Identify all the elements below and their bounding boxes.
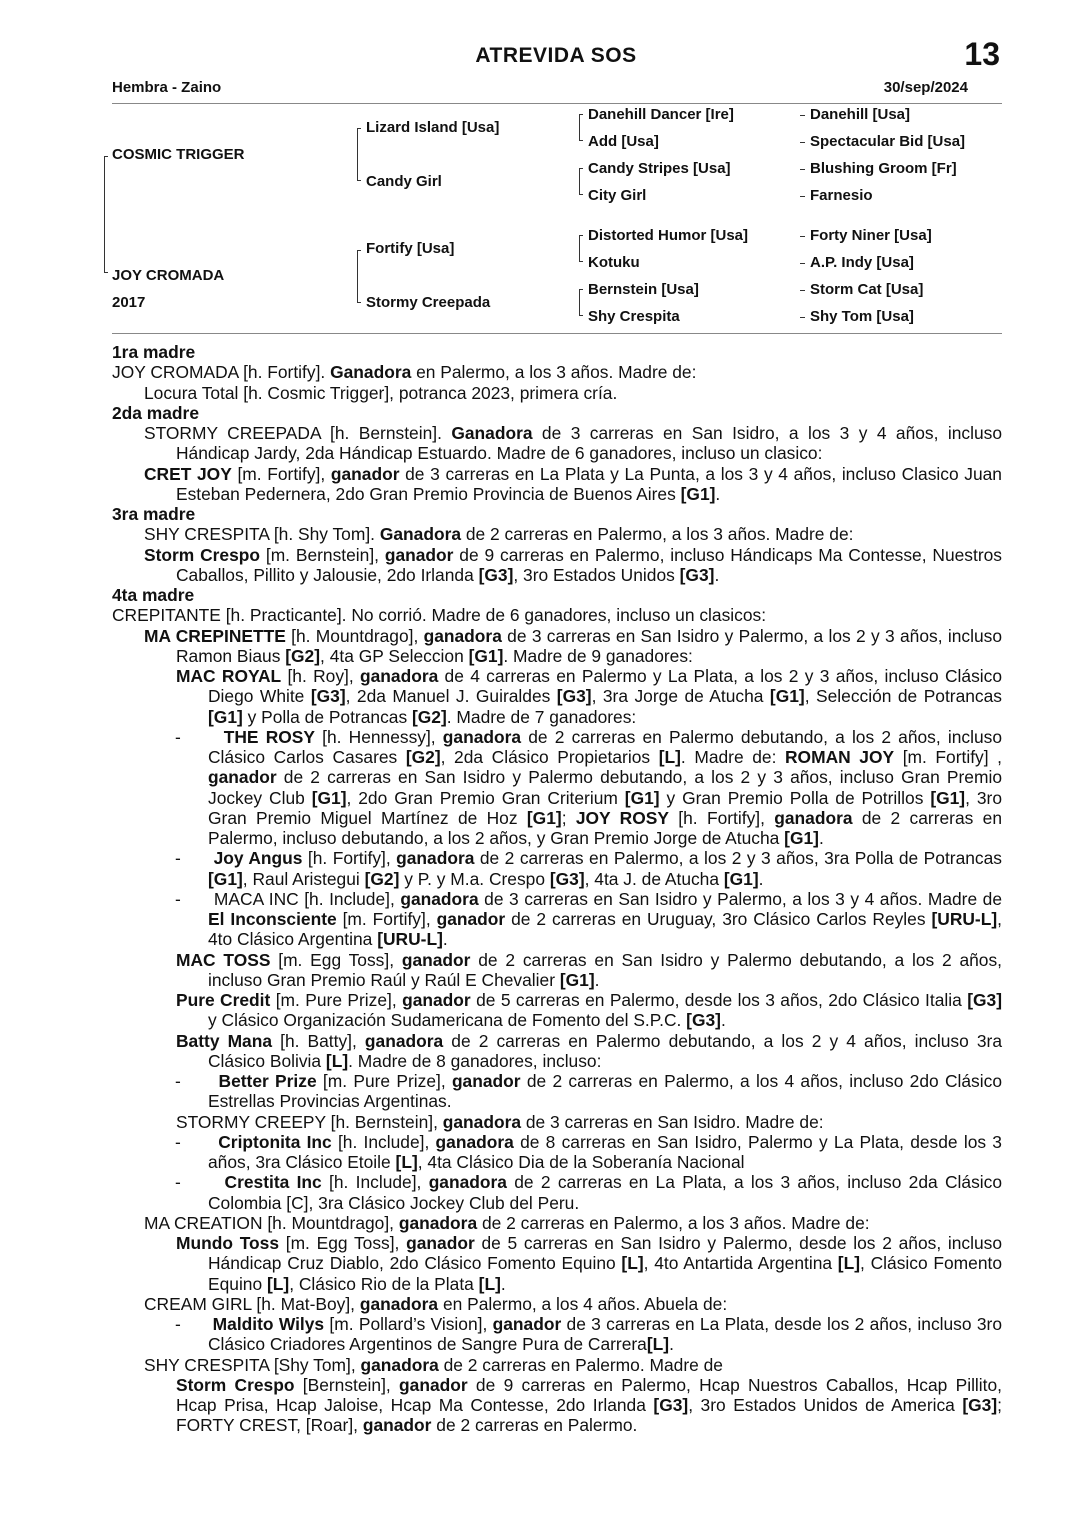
body-text: de 5 carreras en San Isidro y Palermo, desde los 2 años, incluso Hándicap Cruz Diablo, 2do Clásico Fomento Equino <box>208 1233 1003 1274</box>
family-entry <box>112 524 1002 544</box>
family-entry <box>112 1355 1002 1375</box>
family-entry <box>112 889 1002 950</box>
body-text: , 2do Gran Premio Gran Criterium <box>346 787 625 808</box>
body-text: . Madre de 7 ganadores: <box>446 706 637 727</box>
emphasis-text: ganadora <box>442 1111 522 1132</box>
family-entry <box>112 666 1002 727</box>
emphasis-text: [G3] <box>310 686 346 707</box>
body-text: [m. Pure Prize], <box>270 990 403 1010</box>
body-text: , 3ro Estados Unidos de America <box>688 1395 963 1415</box>
body-text: MA CREATION [h. Mountdrago], <box>144 1212 399 1233</box>
pedigree-bracket <box>357 250 361 251</box>
pedigree-bracket <box>579 235 583 236</box>
pedigree-bracket <box>357 180 361 181</box>
emphasis-text: ganador <box>402 990 471 1010</box>
body-text: SHY CRESPITA [Shy Tom], <box>144 1354 361 1375</box>
gen4-ancestor: Shy Tom [Usa] <box>810 308 914 325</box>
emphasis-text: THE ROSY <box>223 726 315 747</box>
emphasis-text: [G1] <box>769 686 805 707</box>
pedigree-bracket <box>104 156 108 157</box>
section-heading: 4ta madre <box>112 585 195 605</box>
body-text: . <box>714 564 720 585</box>
horse-name-title: ATREVIDA SOS <box>475 44 637 67</box>
body-text: - <box>175 1172 225 1193</box>
body-text: . <box>669 1334 674 1355</box>
emphasis-text: ganador <box>436 909 506 929</box>
pedigree-bracket <box>579 114 580 140</box>
emphasis-text: [URU-L] <box>931 909 998 929</box>
emphasis-text: [L] <box>646 1334 670 1355</box>
body-text: , 4to Clásico Argentina <box>208 909 1002 950</box>
emphasis-text: [L] <box>837 1253 861 1274</box>
body-text: ; <box>561 807 576 828</box>
body-text: . <box>818 828 824 848</box>
emphasis-text: Maldito Wilys <box>212 1314 325 1334</box>
body-text: [Bernstein], <box>294 1374 400 1395</box>
emphasis-text: CRET JOY <box>144 463 232 484</box>
sire-sire: Lizard Island [Usa] <box>366 119 500 136</box>
body-text: . <box>500 1273 506 1294</box>
emphasis-text: MA CREPINETTE <box>144 625 286 646</box>
body-text: STORMY CREEPY [h. Bernstein], <box>176 1111 443 1132</box>
emphasis-text: [G1] <box>311 787 347 808</box>
pedigree-bracket <box>357 250 358 302</box>
sire-name: COSMIC TRIGGER <box>112 146 245 163</box>
body-text: , 2da Manuel J. Guiraldes <box>345 686 557 707</box>
emphasis-text: [L] <box>658 747 681 767</box>
pedigree-dash <box>800 169 805 170</box>
emphasis-text: ganador <box>208 767 277 788</box>
pedigree-bracket <box>579 315 583 316</box>
emphasis-text: [G2] <box>405 747 441 767</box>
body-text: y P. y M.a. Crespo <box>399 868 550 889</box>
pedigree-bracket <box>579 194 583 195</box>
pedigree-bracket <box>104 272 108 273</box>
emphasis-text: [L] <box>395 1152 418 1172</box>
family-entry <box>112 1233 1002 1294</box>
body-text: [h. Fortify], <box>668 807 775 828</box>
emphasis-text: [G3] <box>967 990 1002 1010</box>
gen3-ancestor: Add [Usa] <box>588 133 659 150</box>
body-text: [m. Egg Toss], <box>270 949 402 970</box>
emphasis-text: ganadora <box>400 888 479 909</box>
emphasis-text: [G1] <box>680 483 716 504</box>
body-text: de 2 carreras en La Plata, a los 3 años, incluso 2da Clásico Colombia [C], 3ra Clásico Jockey Club del Peru. <box>208 1172 1002 1213</box>
emphasis-text: [G1] <box>468 645 504 666</box>
pedigree-bracket <box>579 261 583 262</box>
body-text: CREPITANTE [h. Practicante]. No corrió. Madre de 6 ganadores, incluso un clasicos: <box>112 605 767 626</box>
emphasis-text: [G1] <box>559 969 595 990</box>
emphasis-text: Ganadora <box>379 524 462 545</box>
gen4-ancestor: Blushing Groom [Fr] <box>810 160 957 177</box>
body-text: JOY CROMADA [h. Fortify]. <box>112 362 331 383</box>
body-text: [h. Fortify], <box>302 848 397 869</box>
emphasis-text: [G3] <box>962 1395 998 1415</box>
body-text: de 2 carreras en San Isidro y Palermo debutando, a los 2 y 3 años, incluso Gran Premio Jockey Club <box>208 767 1002 808</box>
emphasis-text: Pure Credit <box>176 990 271 1010</box>
emphasis-text: [G1] <box>784 828 819 848</box>
body-text: , Raul Aristegui <box>242 868 365 889</box>
family-entry <box>112 605 1002 625</box>
family-entry <box>112 1213 1002 1233</box>
body-text: de 2 carreras en Palermo, a los 4 años, incluso 2do Clásico Estrellas Provincias Argentinas. <box>208 1071 1002 1112</box>
emphasis-text: [G1] <box>930 787 966 808</box>
emphasis-text: Mundo Toss <box>176 1233 280 1253</box>
body-text: STORMY CREEPADA [h. Bernstein]. <box>144 423 452 443</box>
family-entry <box>112 1375 1002 1436</box>
body-text: - <box>175 1314 213 1334</box>
emphasis-text: ROMAN JOY <box>785 747 895 767</box>
body-text: . <box>715 483 721 504</box>
emphasis-text: ganadora <box>398 1212 478 1233</box>
body-text: , 2da Clásico Propietarios <box>440 747 659 767</box>
pedigree-bracket <box>579 235 580 261</box>
body-text: . <box>720 1010 726 1031</box>
body-text: de 3 carreras en San Isidro, a los 3 y 4 años, incluso Hándicap Jardy, 2da Hándicap Estuardo. Madre de 6 ganadores, incluso un clasico: <box>176 423 1002 464</box>
body-text: , 4to Antartida Argentina <box>643 1253 838 1274</box>
body-text: y Gran Premio Polla de Potrillos <box>659 787 931 808</box>
family-entry <box>112 1132 1002 1173</box>
pedigree-bracket <box>357 128 358 180</box>
emphasis-text: [G1] <box>723 868 759 889</box>
pedigree-bracket <box>357 128 361 129</box>
emphasis-text: [G3] <box>549 868 585 889</box>
body-text: [h. Roy], <box>281 666 360 686</box>
body-text: , Clásico Fomento Equino <box>208 1253 1003 1294</box>
body-text: de 3 carreras en San Isidro y Palermo, a los 2 y 3 años, incluso Ramon Biaus <box>176 625 1002 666</box>
emphasis-text: [L] <box>621 1253 644 1274</box>
emphasis-text: ganadora <box>359 1293 439 1314</box>
family-entry <box>112 848 1002 889</box>
pedigree-bracket <box>579 168 583 169</box>
body-text: [h. Batty], <box>272 1030 365 1051</box>
emphasis-text: [G1] <box>208 868 243 889</box>
gen3-ancestor: Distorted Humor [Usa] <box>588 227 749 244</box>
body-text: de 9 carreras en Palermo, Hcap Nuestros Caballos, Hcap Pillito, Hcap Prisa, Hcap Jaloise, Hcap Ma Contesse, 2do Irlanda <box>176 1374 1002 1415</box>
body-text: , 3ra Jorge de Atucha <box>591 686 770 707</box>
family-section <box>112 342 1002 1436</box>
family-entry <box>112 545 1002 586</box>
pedigree-bracket <box>579 168 580 194</box>
emphasis-text: [G1] <box>526 807 562 828</box>
dam-sire: Fortify [Usa] <box>366 240 455 257</box>
pedigree-bracket <box>579 289 583 290</box>
gen4-ancestor: Farnesio <box>810 187 873 204</box>
pedigree-dash <box>800 263 805 264</box>
body-text: - <box>175 1131 219 1152</box>
body-text: [m. Egg Toss], <box>279 1233 407 1253</box>
emphasis-text: ganador <box>399 1374 468 1395</box>
body-text: CREAM GIRL [h. Mat-Boy], <box>144 1293 360 1314</box>
body-text: . Madre de 9 ganadores: <box>503 645 693 666</box>
body-text: [m. Pollard’s Vision], <box>324 1314 493 1334</box>
body-text: de 3 carreras en San Isidro. Madre de: <box>521 1111 824 1132</box>
body-text: [m. Bernstein], <box>260 544 385 565</box>
emphasis-text: [G2] <box>285 645 321 666</box>
body-text: - <box>175 1071 219 1091</box>
emphasis-text: [G1] <box>208 706 243 727</box>
body-text: de 8 carreras en San Isidro, Palermo y La Plata, desde los 3 años, 3ra Clásico Etoile <box>208 1131 1002 1172</box>
body-text: en Palermo, a los 4 años. Abuela de: <box>438 1293 728 1314</box>
body-text: [h. Include], <box>331 1131 436 1152</box>
emphasis-text: Batty Mana <box>176 1030 273 1051</box>
gen3-ancestor: City Girl <box>588 187 647 204</box>
pedigree-bracket <box>104 156 105 273</box>
emphasis-text: ganadora <box>396 848 475 869</box>
body-text: de 9 carreras en Palermo, incluso Hándicaps Ma Contesse, Nuestros Caballos, Pillito y Jalousie, 2do Irlanda <box>176 544 1002 585</box>
family-entry <box>112 1031 1002 1072</box>
gen3-ancestor: Bernstein [Usa] <box>588 281 699 298</box>
emphasis-text: ganadora <box>364 1030 444 1051</box>
body-text: en Palermo, a los 3 años. Madre de: <box>411 362 697 383</box>
emphasis-text: ganador <box>384 544 454 565</box>
pedigree-divider <box>112 333 1002 334</box>
section-heading: 3ra madre <box>112 504 196 524</box>
body-text: de 2 carreras en Palermo debutando, a los 2 años, incluso Clásico Carlos Casares <box>208 726 1002 767</box>
body-text: de 2 carreras en Palermo, a los 3 años. Madre de: <box>461 524 854 545</box>
body-text: [m. Pure Prize], <box>316 1071 452 1091</box>
gen4-ancestor: Spectacular Bid [Usa] <box>810 133 966 150</box>
emphasis-text: MAC ROYAL <box>176 666 282 686</box>
pedigree-dash <box>800 115 805 116</box>
emphasis-text: Criptonita Inc <box>218 1131 332 1152</box>
emphasis-text: Ganadora <box>330 362 412 383</box>
emphasis-text: [G2] <box>364 868 400 889</box>
family-entry <box>112 423 1002 464</box>
emphasis-text: Joy Angus <box>213 848 303 869</box>
gen3-ancestor: Kotuku <box>588 254 640 271</box>
emphasis-text: [L] <box>478 1273 501 1294</box>
body-text: - MACA INC [h. Include], <box>175 888 401 909</box>
top-divider <box>112 103 1002 104</box>
gen4-ancestor: Forty Niner [Usa] <box>810 227 932 244</box>
gen4-ancestor: A.P. Indy [Usa] <box>810 254 914 271</box>
body-text: . Madre de 8 ganadores, incluso: <box>348 1050 602 1071</box>
family-entry <box>112 727 1002 849</box>
lot-number: 13 <box>964 36 1000 72</box>
emphasis-text: [G1] <box>624 787 660 808</box>
pedigree-bracket <box>579 114 583 115</box>
body-text: de 4 carreras en Palermo y La Plata, a los 2 y 3 años, incluso Clásico Diego White <box>208 666 1002 707</box>
body-text: , Selección de Potrancas <box>804 686 1002 707</box>
body-text: . Madre de: <box>680 747 785 767</box>
body-text: de 2 carreras en San Isidro y Palermo debutando, a los 2 años, incluso Gran Premio Raúl y Raúl E Chevalier <box>208 949 1002 990</box>
gen3-ancestor: Shy Crespita <box>588 308 680 325</box>
emphasis-text: MAC TOSS <box>176 949 271 970</box>
emphasis-text: [G3] <box>556 686 592 707</box>
pedigree-bracket <box>579 140 583 141</box>
body-text: de 5 carreras en Palermo, desde los 3 años, 2do Clásico Italia <box>470 990 968 1010</box>
body-text: y Clásico Organización Sudamericana de Fomento del S.P.C. <box>208 1010 687 1031</box>
emphasis-text: ganadora <box>774 807 853 828</box>
dam-name: JOY CROMADA <box>112 267 225 284</box>
gen4-ancestor: Storm Cat [Usa] <box>810 281 924 298</box>
body-text: , 4ta Clásico Dia de la Soberanía Nacional <box>417 1152 745 1172</box>
catalog-date: 30/sep/2024 <box>883 79 968 96</box>
emphasis-text: [G3] <box>686 1010 721 1031</box>
pedigree-dash <box>800 236 805 237</box>
emphasis-text: ganadora <box>360 1354 439 1375</box>
body-text: , 3ro Estados Unidos <box>513 564 680 585</box>
family-entry <box>112 362 1002 382</box>
emphasis-text: ganadora <box>423 625 502 646</box>
emphasis-text: ganador <box>492 1314 562 1334</box>
pedigree-dash <box>800 317 805 318</box>
body-text: de 2 carreras en Palermo. Madre de <box>438 1354 723 1375</box>
dam-dam: Stormy Creepada <box>366 294 491 311</box>
emphasis-text: ganador <box>406 1233 475 1253</box>
family-entry <box>112 464 1002 505</box>
body-text: . <box>758 868 764 889</box>
section-heading: 2da madre <box>112 402 199 423</box>
family-entry <box>112 990 1002 1031</box>
body-text: de 2 carreras en Palermo, a los 3 años. Madre de: <box>477 1212 870 1233</box>
emphasis-text: ganador <box>401 949 471 970</box>
body-text: [h. Include], <box>321 1172 429 1193</box>
emphasis-text: ganadora <box>359 666 439 686</box>
body-text: ; FORTY CREST, [Roar], <box>176 1395 1002 1436</box>
body-text: de 2 carreras en Palermo, a los 2 y 3 años, 3ra Polla de Potrancas <box>474 848 1002 869</box>
body-text: y Polla de Potrancas <box>242 706 412 727</box>
body-text: de 3 carreras en La Plata, desde los 2 años, incluso 3ro Clásico Criadores Argentinos de Sangre Pura de Carrera <box>208 1314 1002 1355</box>
emphasis-text: ganador <box>451 1071 521 1091</box>
emphasis-text: [L] <box>325 1050 349 1071</box>
family-entry <box>112 1172 1002 1213</box>
family-entry <box>112 1071 1002 1112</box>
section-heading: 1ra madre <box>112 342 196 362</box>
emphasis-text: ganadora <box>435 1131 514 1152</box>
pedigree-dash <box>800 196 805 197</box>
emphasis-text: ganador <box>362 1415 432 1436</box>
body-text: - <box>175 726 224 747</box>
birth-year: 2017 <box>112 294 146 311</box>
emphasis-text: Ganadora <box>451 423 533 443</box>
emphasis-text: Better Prize <box>218 1071 317 1091</box>
emphasis-text: Storm Crespo <box>176 1374 295 1395</box>
pedigree-bracket <box>579 289 580 315</box>
emphasis-text: Crestita Inc <box>224 1172 322 1193</box>
body-text: , 4ta GP Seleccion <box>320 645 469 666</box>
family-entry <box>112 626 1002 667</box>
family-entry <box>112 950 1002 991</box>
gen4-ancestor: Danehill [Usa] <box>810 106 911 123</box>
gen3-ancestor: Candy Stripes [Usa] <box>588 160 731 177</box>
body-text: Locura Total [h. Cosmic Trigger], potranca 2023, primera cría. <box>144 382 618 403</box>
family-entry <box>112 1294 1002 1314</box>
body-text: , 3ro Gran Premio Miguel Martínez de Hoz <box>208 787 1002 828</box>
body-text: , 4ta J. de Atucha <box>584 868 724 889</box>
body-text: - <box>175 848 214 869</box>
body-text: [m. Fortify], <box>231 463 331 484</box>
body-text: SHY CRESPITA [h. Shy Tom]. <box>144 524 380 545</box>
family-entry <box>112 1314 1002 1355</box>
pedigree-dash <box>800 142 805 143</box>
body-text: [m. Fortify] , <box>894 747 1003 767</box>
emphasis-text: Storm Crespo <box>144 544 261 565</box>
body-text: , Clásico Rio de la Plata <box>289 1273 479 1294</box>
emphasis-text: JOY ROSY <box>575 807 669 828</box>
family-entry <box>112 383 1002 403</box>
body-text: de 3 carreras en La Plata y La Punta, a los 3 y 4 años, incluso Clasico Juan Esteban Pedernera, 2do Gran Premio Provincia de Buenos Aires <box>176 463 1002 504</box>
body-text: . <box>594 969 600 990</box>
body-text: de 2 carreras en Palermo, incluso debutando, a los 2 años, y Gran Premio Jorge de Atucha <box>208 807 1003 848</box>
pedigree-bracket <box>357 302 361 303</box>
emphasis-text: [L] <box>266 1273 290 1294</box>
body-text: de 2 carreras en Palermo. <box>431 1415 638 1436</box>
family-entry <box>112 1112 1002 1132</box>
body-text: . <box>442 929 448 950</box>
body-text: de 3 carreras en San Isidro y Palermo, a los 3 y 4 años. Madre de <box>478 888 1003 909</box>
body-text: de 2 carreras en Palermo debutando, a los 2 y 4 años, incluso 3ra Clásico Bolivia <box>208 1030 1002 1071</box>
body-text: [m. Fortify], <box>336 909 437 929</box>
emphasis-text: [G3] <box>653 1395 689 1415</box>
emphasis-text: ganadora <box>442 726 522 747</box>
emphasis-text: [G2] <box>411 706 447 727</box>
sex-color: Hembra - Zaino <box>112 79 222 96</box>
body-text: de 2 carreras en Uruguay, 3ro Clásico Carlos Reyles <box>505 909 932 929</box>
emphasis-text: ganadora <box>428 1172 507 1193</box>
emphasis-text: El Inconsciente <box>208 909 337 929</box>
gen3-ancestor: Danehill Dancer [Ire] <box>588 106 734 123</box>
sire-dam: Candy Girl <box>366 173 442 190</box>
body-text: [h. Hennessy], <box>314 726 443 747</box>
emphasis-text: ganador <box>330 463 400 484</box>
emphasis-text: [G3] <box>478 564 514 585</box>
emphasis-text: [G3] <box>679 564 715 585</box>
emphasis-text: [URU-L] <box>377 929 443 950</box>
pedigree-dash <box>800 290 805 291</box>
body-text: [h. Mountdrago], <box>285 625 424 646</box>
